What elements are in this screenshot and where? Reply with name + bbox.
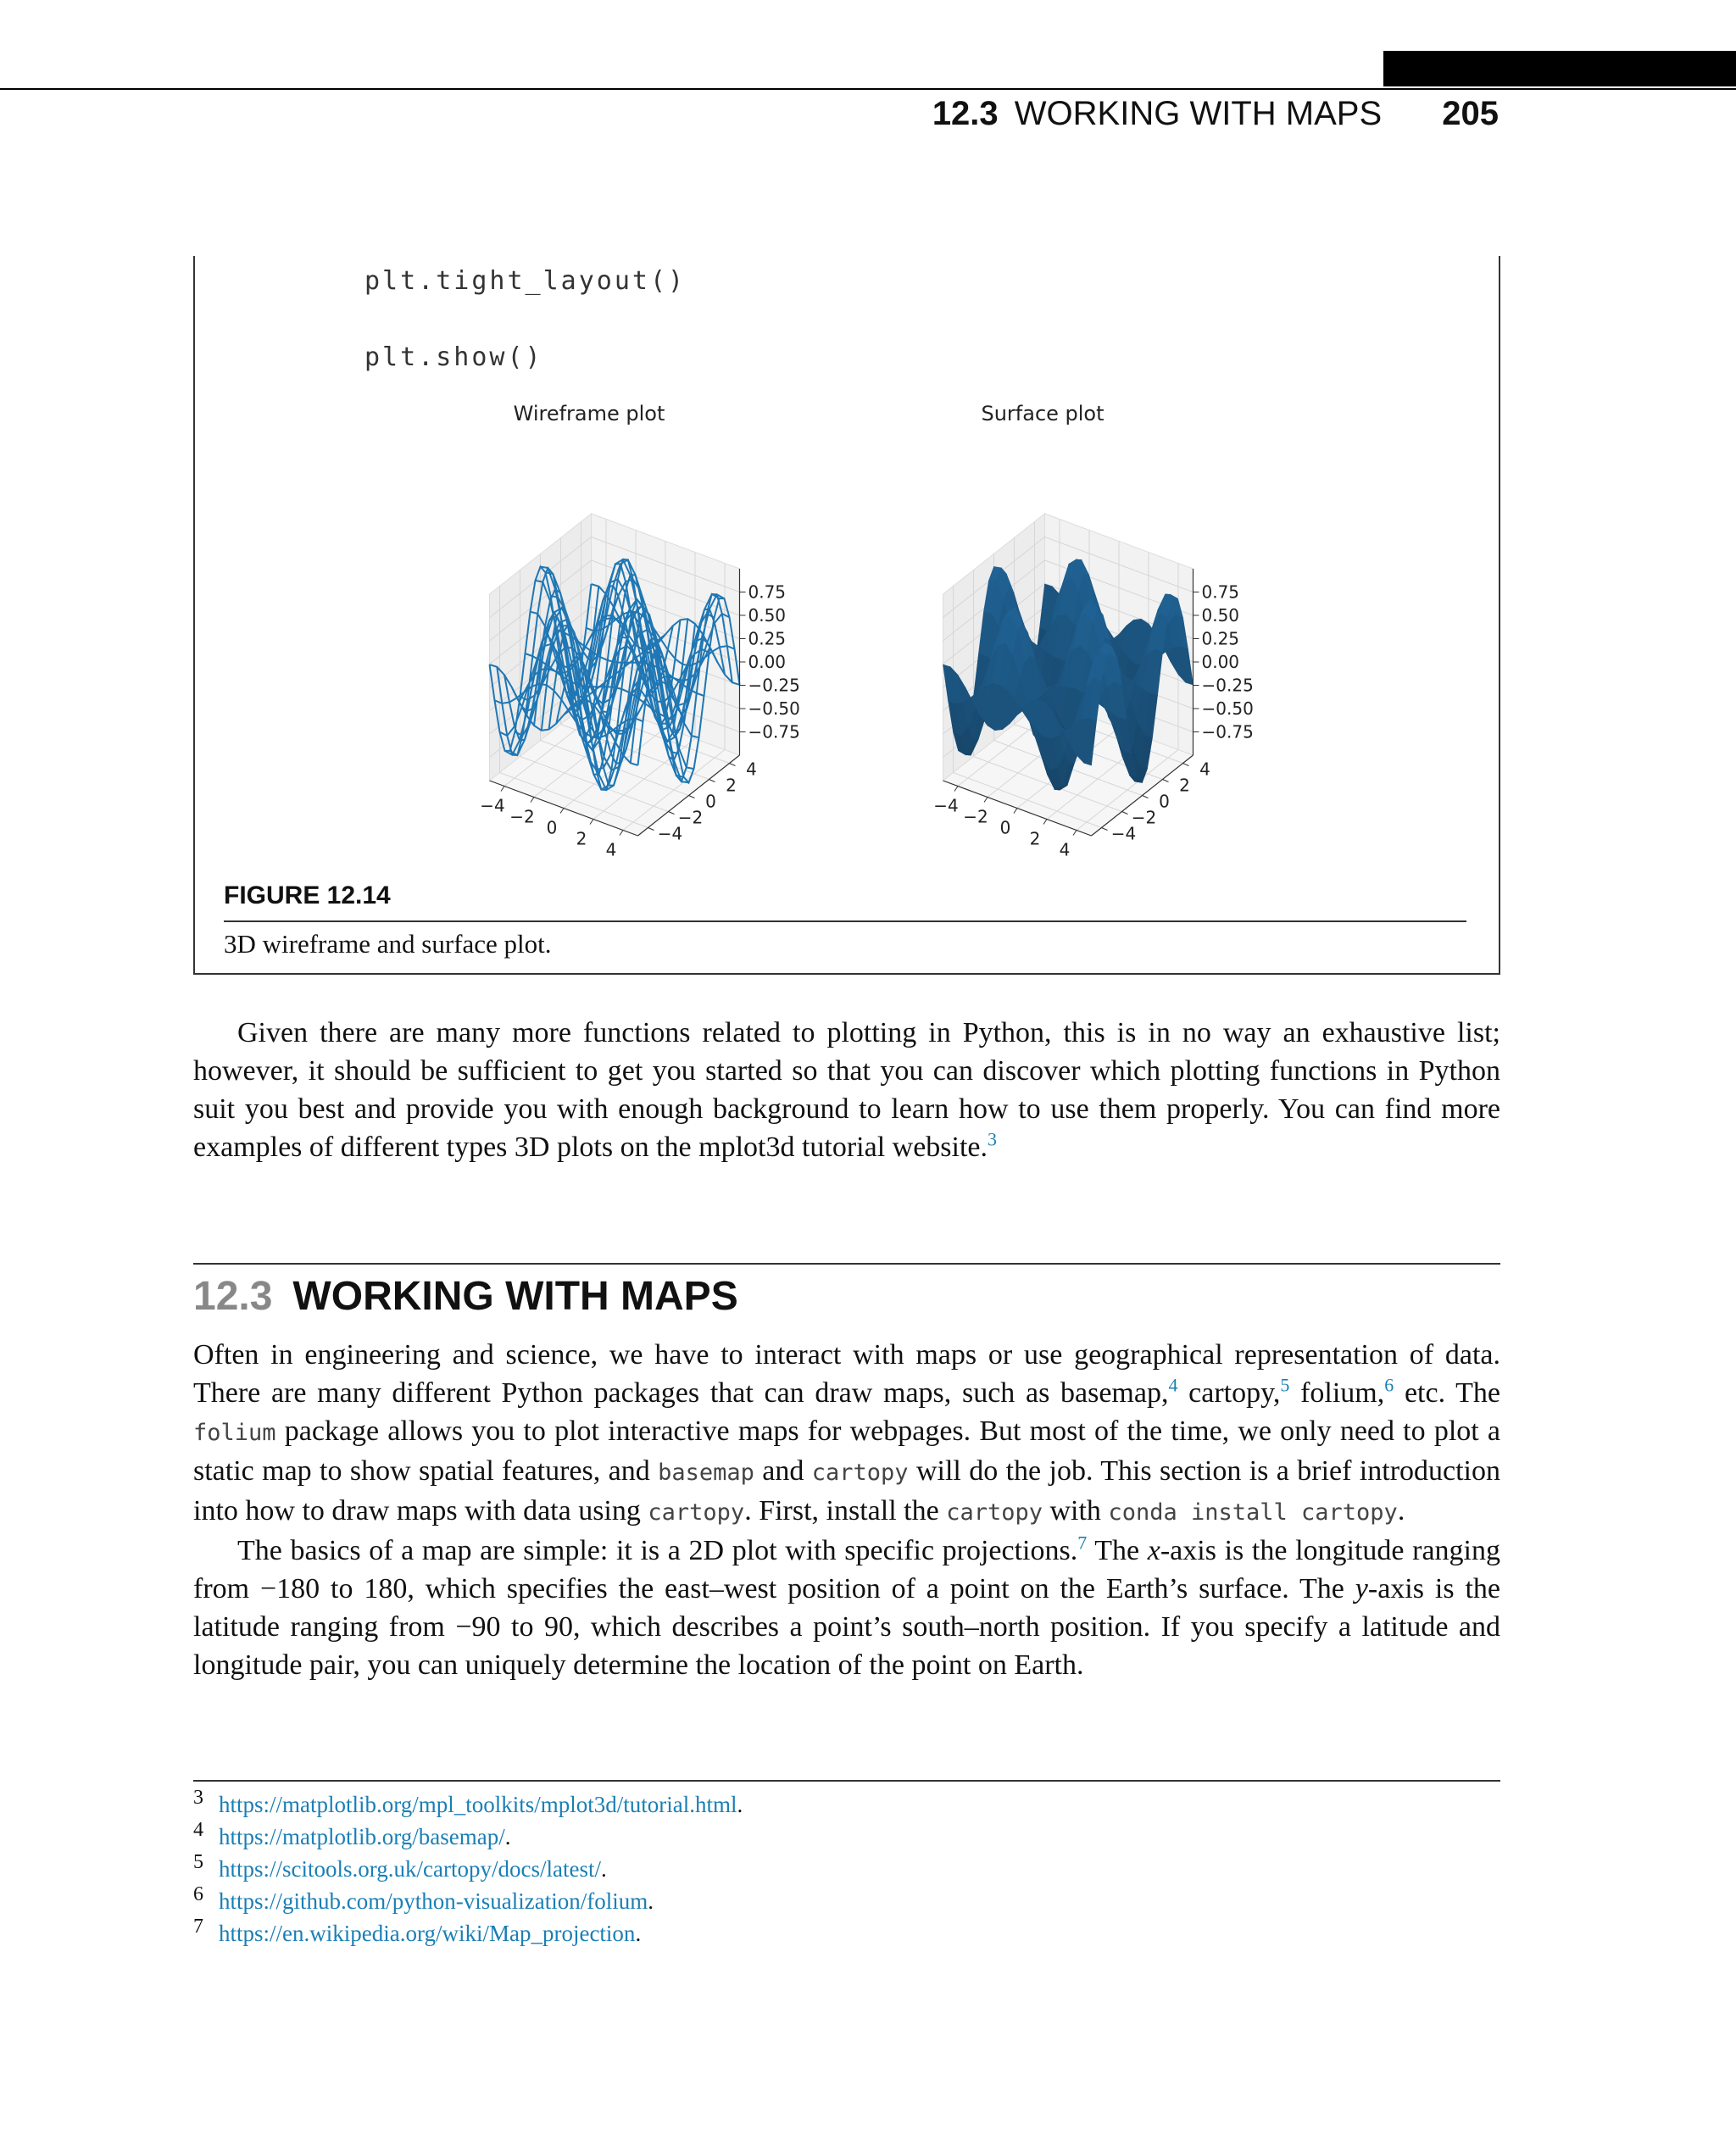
x-tick-label: 2 [576, 828, 587, 849]
footnote-ref[interactable]: 4 [1168, 1374, 1178, 1396]
y-tick-label: 4 [1199, 759, 1210, 780]
wireframe-plot [407, 395, 848, 860]
y-tick [1183, 764, 1189, 766]
footnote-ref[interactable]: 5 [1280, 1374, 1290, 1396]
y-tick-label: 0 [1159, 791, 1170, 812]
y-tick [689, 796, 695, 798]
x-tick [590, 820, 593, 825]
section-title: WORKING WITH MAPS [292, 1274, 738, 1319]
z-tick-label: −0.50 [1201, 698, 1254, 719]
y-tick-label: −4 [1110, 823, 1137, 844]
inline-code: basemap [658, 1460, 754, 1486]
z-tick-label: −0.50 [748, 698, 800, 719]
code-line: plt.show() [364, 342, 543, 372]
z-tick-label: 0.00 [748, 652, 787, 672]
paragraph-maps: Often in engineering and science, we have to interact with maps or use geographical representation of data. There are many different Python packages that can draw maps, such as basemap,$^4$ cartopy,$^5$ folium,$^6$ etc. The folium package allows you to plot interactive maps for webpages. But most of the time, we only need to plot a static map to show spatial features, and basemap and cartopy will do the job. This section is a brief introduction into how to draw maps with data using cartopy. First, install the cartopy with conda install cartopy. The basics of a map are simple: it is a 2D plot with specific projections.$^7$ The x-axis is the longitude ranging from −180 to 180, which specifies the east–west position of a point on the Earth’s surface. The y-axis is the latitude ranging from −90 to 90, which describes a point’s south–north position. If you specify a latitude and longitude pair, you can uniquely determine the location of the point on Earth. [193, 1339, 1500, 1681]
y-tick-label: −2 [677, 807, 704, 828]
surface-plot [860, 395, 1301, 860]
x-tick-label: −4 [480, 795, 505, 816]
footnote-link[interactable]: https://matplotlib.org/basemap/ [219, 1824, 505, 1849]
footnote-ref[interactable]: 6 [1384, 1374, 1394, 1396]
page-number: 205 [1442, 95, 1499, 132]
x-tick [984, 798, 988, 803]
running-header [932, 95, 1499, 133]
footnote: 6 https://github.com/python-visualization/folium. [193, 1883, 654, 1914]
y-tick [1163, 780, 1169, 782]
y-tick-label: 2 [726, 775, 737, 796]
inline-code: conda install cartopy [1108, 1499, 1398, 1526]
figure-rule [224, 920, 1466, 922]
footnote-ref[interactable]: 3 [988, 1128, 998, 1150]
x-tick-label: 0 [999, 817, 1011, 838]
header-bar [1383, 51, 1736, 86]
y-tick [730, 764, 736, 766]
paragraph-intro [193, 1014, 1500, 1166]
x-tick-label: 0 [546, 817, 558, 838]
y-tick [1143, 796, 1149, 798]
y-tick-label: −2 [1131, 807, 1157, 828]
z-tick-label: −0.75 [1201, 721, 1254, 742]
footnote: 7 https://en.wikipedia.org/wiki/Map_projection. [193, 1916, 642, 1946]
footnote-link[interactable]: https://en.wikipedia.org/wiki/Map_projection [219, 1921, 636, 1946]
z-tick-label: 0.75 [748, 581, 787, 603]
plot-title: Surface plot [981, 402, 1104, 425]
section-number: 12.3 [193, 1274, 273, 1319]
inline-code: folium [193, 1420, 276, 1446]
footnote-rule [193, 1780, 1500, 1782]
z-tick-label: 0.50 [748, 605, 787, 626]
inline-code: cartopy [946, 1499, 1043, 1526]
y-tick [648, 828, 654, 831]
y-tick [1122, 812, 1128, 815]
y-tick [709, 780, 715, 782]
section-heading [193, 1273, 738, 1320]
inline-code: cartopy [811, 1460, 909, 1486]
code-line: plt.tight_layout() [364, 266, 687, 296]
figure-label: FIGURE 12.14 [224, 881, 391, 909]
x-tick [560, 809, 564, 814]
x-tick [1043, 820, 1047, 825]
x-tick-label: 4 [605, 839, 617, 860]
paragraph-text: Given there are many more functions related to plotting in Python, this is in no way an exhaustive list; however, it should be sufficient to get you started so that you can discover which plotting functions in Python suit you best and provide you with enough background to learn how to use them properly. You can find more examples of different types 3D plots on the mplot3d tutorial website. [193, 1017, 1500, 1163]
header-section-number: 12.3 [932, 95, 999, 132]
x-tick-label: 2 [1029, 828, 1041, 849]
x-tick [1073, 831, 1077, 836]
footnote: 5 https://scitools.org.uk/cartopy/docs/latest/. [193, 1851, 607, 1882]
y-tick [669, 812, 675, 815]
x-tick [1014, 809, 1017, 814]
header-rule [0, 88, 1736, 90]
z-tick-label: −0.75 [748, 721, 800, 742]
z-tick-label: −0.25 [1201, 675, 1254, 696]
footnote-link[interactable]: https://matplotlib.org/mpl_toolkits/mplot3d/tutorial.html [219, 1792, 737, 1817]
z-tick-label: −0.25 [748, 675, 800, 696]
header-section-title: WORKING WITH MAPS [1014, 95, 1383, 132]
z-tick-label: 0.75 [1201, 581, 1240, 603]
x-tick-label: 4 [1059, 839, 1071, 860]
footnote-link[interactable]: https://github.com/python-visualization/folium [219, 1888, 648, 1914]
x-tick-label: −2 [963, 806, 988, 827]
footnote-ref[interactable]: 7 [1077, 1532, 1088, 1554]
z-tick-label: 0.25 [748, 628, 787, 649]
y-tick-label: 0 [705, 791, 716, 812]
y-tick [1102, 828, 1108, 831]
section-rule [193, 1263, 1500, 1265]
x-tick-label: −4 [933, 795, 959, 816]
x-tick [501, 787, 504, 792]
y-tick-label: 2 [1179, 775, 1190, 796]
x-tick [531, 798, 534, 803]
z-tick-label: 0.25 [1201, 628, 1240, 649]
z-tick-label: 0.50 [1201, 605, 1240, 626]
x-tick [620, 831, 623, 836]
z-tick-label: 0.00 [1201, 652, 1240, 672]
plot-title: Wireframe plot [513, 402, 665, 425]
footnote: 3 https://matplotlib.org/mpl_toolkits/mplot3d/tutorial.html. [193, 1787, 743, 1817]
x-tick-label: −2 [509, 806, 535, 827]
x-tick [954, 787, 958, 792]
footnote-link[interactable]: https://scitools.org.uk/cartopy/docs/latest/ [219, 1856, 601, 1882]
footnote: 4 https://matplotlib.org/basemap/. [193, 1819, 511, 1849]
y-tick-label: 4 [746, 759, 757, 780]
figure-caption: 3D wireframe and surface plot. [224, 929, 552, 959]
y-tick-label: −4 [657, 823, 683, 844]
inline-code: cartopy [648, 1499, 745, 1526]
